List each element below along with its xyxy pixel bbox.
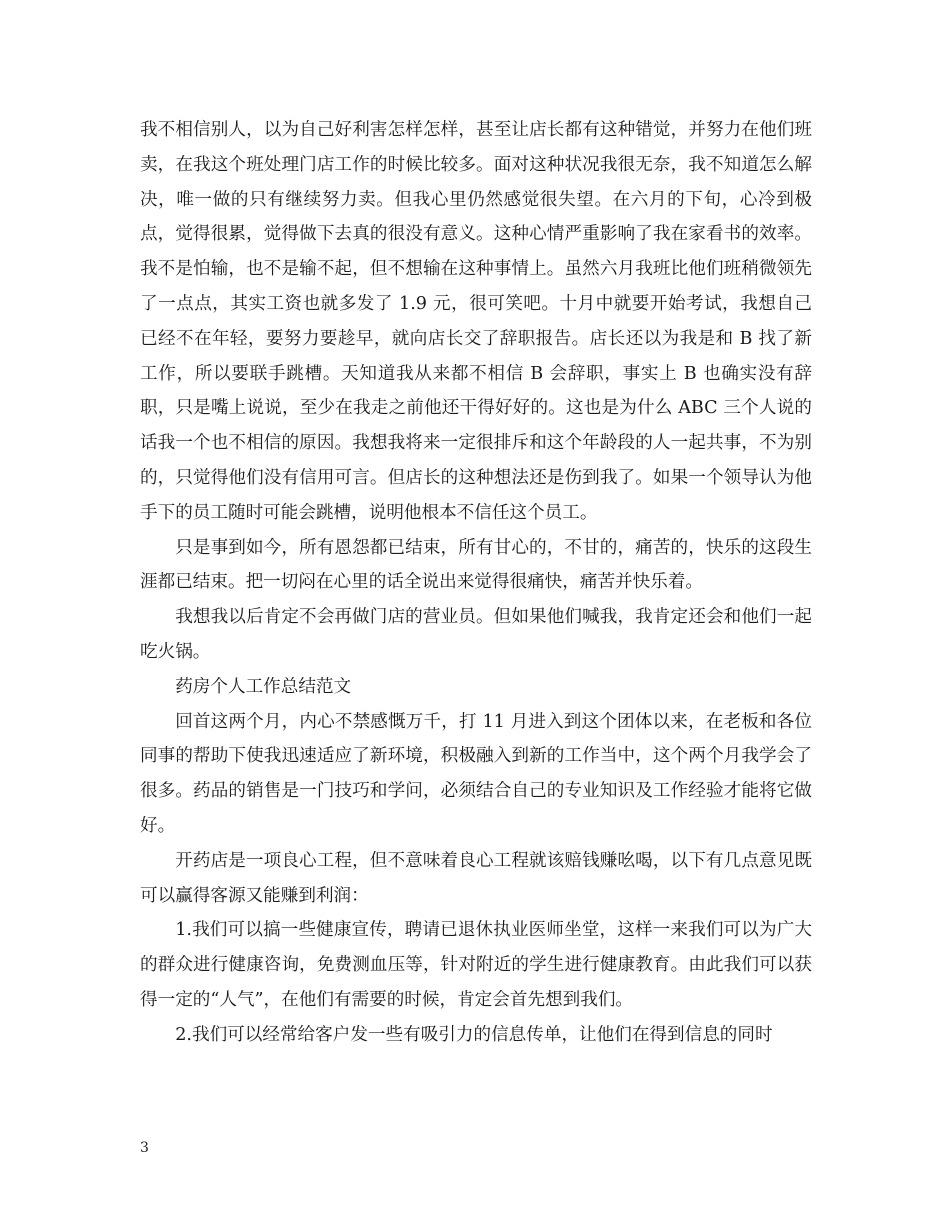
section-heading: 药房个人工作总结范文 [175, 676, 352, 697]
list-item-1: 1.我们可以搞一些健康宣传，聘请已退休执业医师坐堂，这样一来我们可以为广大的群众进行健康咨询，免费测血压等，针对附近的学生进行健康教育。由此我们可以获得一定的“人气”，在他们有需要的时候，肯定会首先想到我们。 [140, 920, 812, 1010]
page-number: 3 [140, 1140, 149, 1156]
paragraph-2: 只是事到如今，所有恩怨都已结束，所有甘心的，不甘的，痛苦的，快乐的这段生涯都已结束。把一切闷在心里的话全说出来觉得很痛快，痛苦并快乐着。 [140, 537, 812, 593]
paragraph-3: 我想我以后肯定不会再做门店的营业员。但如果他们喊我，我肯定还会和他们一起吃火锅。 [140, 607, 812, 662]
paragraph-6: 开药店是一项良心工程，但不意味着良心工程就该赔钱赚吆喝，以下有几点意见既可以赢得客源又能赚到利润： [140, 850, 812, 906]
document-body [140, 113, 812, 1053]
paragraph-5: 回首这两个月，内心不禁感慨万千，打 11 月进入到这个团体以来，在老板和各位同事的帮助下使我迅速适应了新环境，积极融入到新的工作当中，这个两个月我学会了很多。药品的销售是一门技巧和学问，必须结合自己的专业知识及工作经验才能将它做好。 [140, 711, 812, 836]
list-item-2: 2.我们可以经常给客户发一些有吸引力的信息传单，让他们在得到信息的同时 [175, 1024, 773, 1045]
paragraph-1: 我不相信别人，以为自己好利害怎样怎样，甚至让店长都有这种错觉，并努力在他们班卖，在我这个班处理门店工作的时候比较多。面对这种状况我很无奈，我不知道怎么解决，唯一做的只有继续努力卖。但我心里仍然感觉很失望。在六月的下旬，心冷到极点，觉得很累，觉得做下去真的很没有意义。这种心情严重影响了我在家看书的效率。我不是怕输，也不是输不起，但不想输在这种事情上。虽然六月我班比他们班稍微领先了一点点，其实工资也就多发了 1.9 元，很可笑吧。十月中就要开始考试，我想自己已经不在年轻，要努力要趁早，就向店长交了辞职报告。店长还以为我是和 B 找了新工作，所以要联手跳槽。天知道我从来都不相信 B 会辞职，事实上 B 也确实没有辞职，只是嘴上说说，至少在我走之前他还干得好好的。这也是为什么 ABC 三个人说的话我一个也不相信的原因。我想我将来一定很排斥和这个年龄段的人一起共事，不为别的，只觉得他们没有信用可言。但店长的这种想法还是伤到我了。如果一个领导认为他手下的员工随时可能会跳槽，说明他根本不信任这个员工。 [140, 120, 812, 523]
